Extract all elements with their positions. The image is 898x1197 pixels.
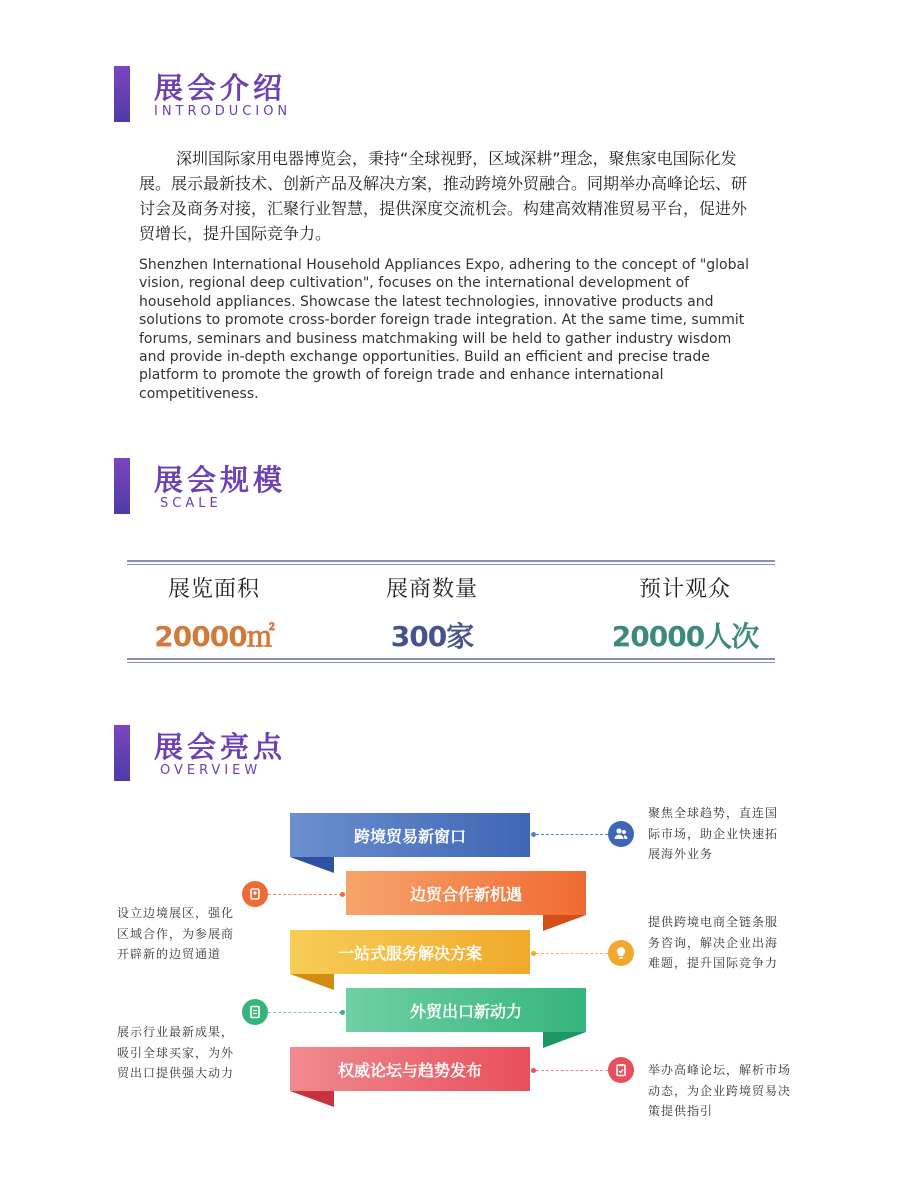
section-accent-bar: [114, 725, 130, 781]
highlight-ribbon-forum: 权威论坛与趋势发布: [290, 1047, 530, 1091]
highlight-ribbon-one-stop-service: 一站式服务解决方案: [290, 930, 530, 974]
clipboard-icon: [608, 1057, 634, 1083]
section-subtitle: INTRODUCION: [154, 104, 292, 119]
section-accent-bar: [114, 66, 130, 122]
highlight-desc: 举办高峰论坛，解析市场动态，为企业跨境贸易决策提供指引: [648, 1063, 792, 1118]
stat-label: 预计观众: [638, 577, 731, 602]
section-accent-bar: [114, 458, 130, 514]
stat-exhibition-area: [104, 572, 324, 655]
connector-line: [536, 834, 608, 835]
section-title: 展会亮点: [154, 730, 287, 764]
scale-top-rule: [127, 560, 775, 565]
scale-bottom-rule: [127, 658, 775, 663]
connector-line: [536, 1070, 608, 1071]
ribbon-fold: [290, 1091, 334, 1107]
badge-icon: [242, 881, 268, 907]
document-icon: [242, 999, 268, 1025]
stat-label: 展商数量: [385, 577, 478, 602]
connector-line: [268, 1012, 342, 1013]
ribbon-fold: [543, 915, 586, 931]
stat-value: 300家: [390, 620, 474, 653]
ribbon-fold: [543, 1032, 586, 1048]
connector-dot: [340, 1010, 345, 1015]
stat-value: 20000㎡: [154, 620, 274, 653]
stat-exhibitor-count: [322, 572, 542, 655]
connector-line: [268, 894, 342, 895]
highlight-desc: 聚焦全球趋势，直连国际市场，助企业快速拓展海外业务: [648, 806, 779, 861]
section-title: 展会规模: [154, 463, 287, 497]
stat-value: 20000人次: [611, 620, 759, 653]
intro-text-english: Shenzhen International Household Appliances Expo, adhering to the concept of "global vision, regional deep cultivation", focuses on the international development of household appliances. Showcase the latest technologies, innovative products and solutions to promote cross-border foreign trade integration. At the same time, summit forums, seminars and business matchmaking will be held to gather industry wisdom and provide in-depth exchange opportunities. Build an efficient and precise trade platform to promote the growth of foreign trade and enhance international competitiveness.: [139, 257, 749, 402]
highlight-ribbon-export-momentum: 外贸出口新动力: [346, 988, 586, 1032]
section-subtitle: OVERVIEW: [160, 763, 262, 778]
connector-line: [536, 953, 608, 954]
ribbon-fold: [290, 974, 334, 990]
lightbulb-icon: [608, 940, 634, 966]
highlight-ribbon-border-trade: 边贸合作新机遇: [346, 871, 586, 915]
highlight-desc: 设立边境展区，强化区域合作，为参展商开辟新的边贸通道: [117, 906, 235, 961]
intro-text-chinese: 深圳国际家用电器博览会，秉持“全球视野，区域深耕”理念，聚焦家电国际化发展。展示最新技术、创新产品及解决方案，推动跨境外贸融合。同期举办高峰论坛、研讨会及商务对接，汇聚行业智慧，提供深度交流机会。构建高效精准贸易平台，促进外贸增长，提升国际竞争力。: [139, 149, 748, 243]
connector-dot: [340, 892, 345, 897]
stat-label: 展览面积: [167, 577, 260, 602]
highlight-ribbon-cross-border: 跨境贸易新窗口: [290, 813, 530, 857]
section-subtitle: SCALE: [160, 496, 222, 511]
highlight-desc: 提供跨境电商全链条服务咨询，解决企业出海难题，提升国际竞争力: [648, 915, 779, 970]
stat-expected-visitors: [575, 572, 795, 655]
highlight-desc: 展示行业最新成果，吸引全球买家，为外贸出口提供强大动力: [117, 1025, 235, 1080]
section-title: 展会介绍: [154, 71, 287, 105]
ribbon-fold: [290, 857, 334, 873]
users-icon: [608, 821, 634, 847]
